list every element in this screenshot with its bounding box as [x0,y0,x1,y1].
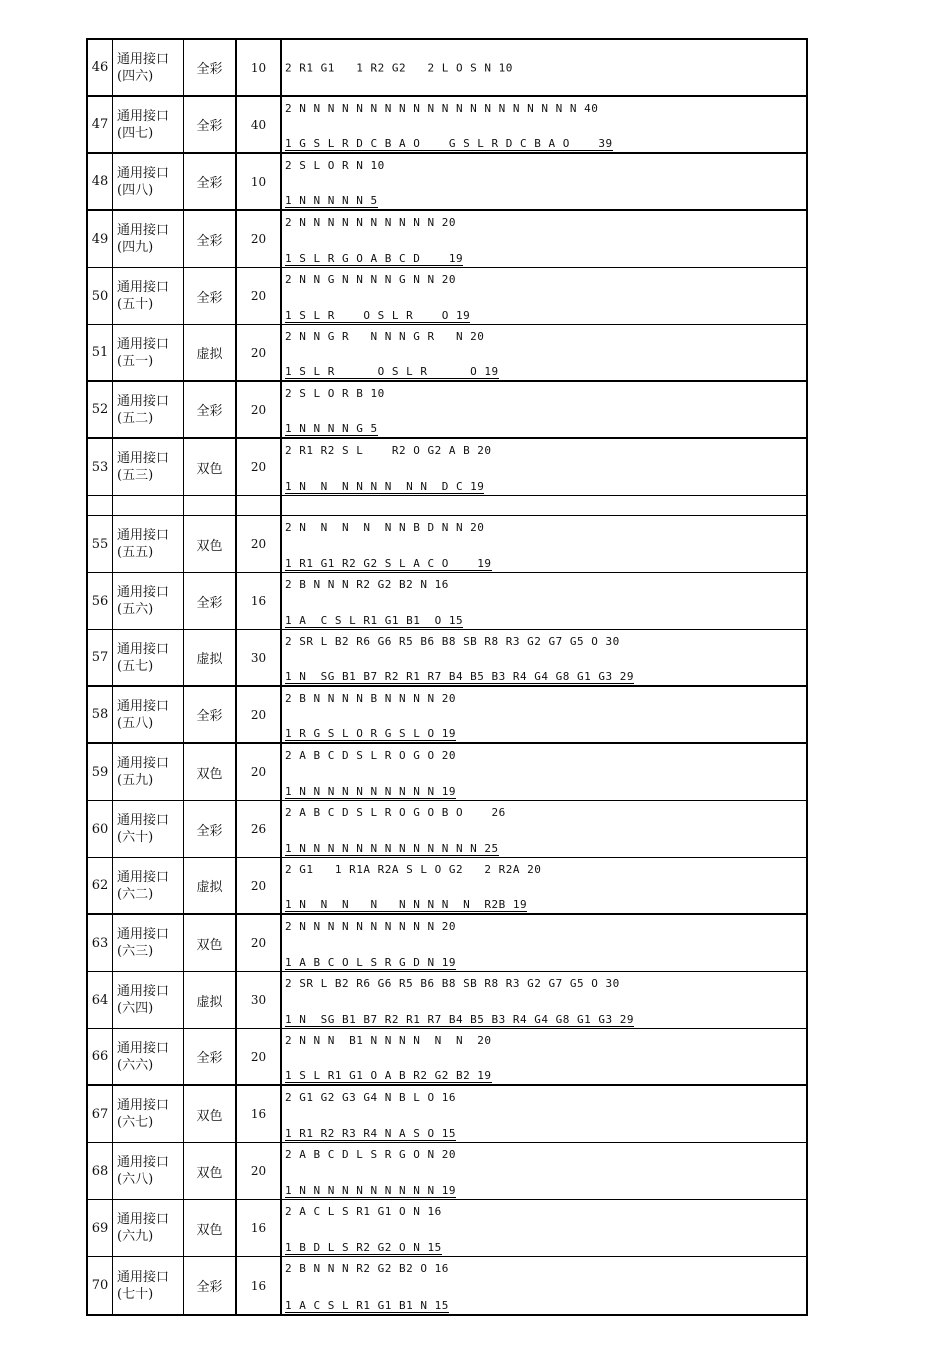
interface-name-index: (五三) [117,468,154,483]
interface-name-index: (五二) [117,410,154,426]
pin-count: 20 [237,1143,282,1199]
pin-count: 20 [237,211,282,267]
pin-count: 10 [237,154,282,209]
table-row [88,1200,806,1257]
pin-count: 16 [237,1257,282,1314]
color-type: 虚拟 [184,630,237,685]
pin-definition [282,573,806,629]
table-row [88,573,806,630]
interface-name-line: 通用接口 [117,585,170,600]
color-type: 双色 [184,915,237,971]
pin-row-even: 2 N N N B1 N N N N N N 20 [285,1034,492,1047]
pin-row-odd: 1 N SG B1 B7 R2 R1 R7 B4 B5 B3 R4 G4 G8 G1 G3 29 [285,1013,635,1026]
pin-row-odd: 1 S L R O S L R O 19 [285,365,499,378]
pin-definition [282,972,806,1028]
pin-count: 20 [237,382,282,437]
interface-name-line: 通用接口 [117,813,170,828]
interface-name-index: (四七) [117,125,154,141]
interface-name-line: 通用接口 [117,927,170,942]
interface-name-line: 通用接口 [117,756,170,771]
interface-number: 52 [88,382,113,437]
color-type: 全彩 [184,40,237,95]
interface-name [113,154,184,209]
color-type: 双色 [184,516,237,572]
interface-name-index: (六八) [117,1172,154,1187]
table-row [88,801,806,858]
pin-count: 20 [237,268,282,324]
pin-count: 20 [237,744,282,800]
interface-name-index: (五一) [117,353,154,369]
color-type: 双色 [184,744,237,800]
pin-row-odd: 1 R G S L O R G S L O 19 [285,727,456,740]
pin-row-even: 2 A B C D L S R G O N 20 [285,1148,456,1161]
interface-name [113,97,184,152]
pin-definition [282,439,806,495]
color-type: 双色 [184,1200,237,1256]
interface-number: 68 [88,1143,113,1199]
interface-name-line: 通用接口 [117,528,170,543]
color-type: 全彩 [184,97,237,152]
table-row [88,325,806,382]
interface-number: 70 [88,1257,113,1314]
pin-definition [282,1257,806,1314]
pin-count [237,496,282,515]
interface-name [113,1257,184,1314]
interface-name-index: (六七) [117,1115,154,1130]
table-row [88,211,806,268]
interface-name [113,972,184,1028]
table-row [88,40,806,97]
interface-name-index: (四八) [117,182,154,198]
pin-row-even: 2 S L O R B 10 [285,387,385,400]
interface-name [113,801,184,857]
interface-name-line: 通用接口 [117,51,170,67]
pin-definition [282,1143,806,1199]
color-type: 虚拟 [184,972,237,1028]
interface-name [113,744,184,800]
color-type: 全彩 [184,268,237,324]
interface-number: 51 [88,325,113,380]
pin-definition [282,154,806,209]
pin-count: 10 [237,40,282,95]
interface-number: 57 [88,630,113,685]
interface-name-index: (七十) [117,1286,154,1302]
color-type: 全彩 [184,687,237,742]
interface-name-line: 通用接口 [117,1098,170,1113]
pin-row-odd: 1 S L R1 G1 O A B R2 G2 B2 19 [285,1069,492,1082]
color-type: 虚拟 [184,325,237,380]
pin-row-even: 2 SR L B2 R6 G6 R5 B6 B8 SB R8 R3 G2 G7 G5 O 30 [285,977,620,990]
pin-definition [282,1029,806,1084]
pin-count: 20 [237,687,282,742]
pin-row-even: 2 B N N N R2 G2 B2 N 16 [285,578,449,591]
pin-row-even: 2 A B C D S L R O G O B O 26 [285,806,506,819]
pin-count: 20 [237,325,282,380]
pin-definition [282,801,806,857]
interface-name-line: 通用接口 [117,165,170,181]
table-row [88,97,806,154]
interface-name-line: 通用接口 [117,280,170,295]
interface-name [113,1086,184,1142]
pin-row-odd: 1 N N N N N 5 [285,194,378,207]
pin-row-odd: 1 S L R O S L R O 19 [285,309,471,322]
pin-row-odd: 1 G S L R D C B A O G S L R D C B A O 39 [285,137,613,150]
color-type: 全彩 [184,382,237,437]
pin-row-even: 2 N N N N N N N N N N N N N N N N N N N N 40 [285,102,599,115]
table-row [88,496,806,516]
pin-definition [282,1086,806,1142]
color-type: 全彩 [184,1257,237,1314]
table-row [88,687,806,744]
table-row [88,439,806,496]
pin-definition [282,268,806,324]
interface-name [113,325,184,380]
pin-count: 16 [237,1086,282,1142]
interface-name-index: (六六) [117,1057,154,1073]
pin-count: 20 [237,439,282,495]
pin-count: 20 [237,858,282,913]
interface-name [113,268,184,324]
pin-count: 40 [237,97,282,152]
pin-row-even: 2 A B C D S L R O G O 20 [285,749,456,762]
interface-name-index: (六十) [117,830,154,845]
interface-name-index: (五七) [117,658,154,674]
interface-name [113,915,184,971]
interface-name-line: 通用接口 [117,1155,170,1170]
pin-row-even: 2 N N N N N N N N N N 20 [285,920,456,933]
pin-row-even: 2 N N N N N N B D N N 20 [285,521,485,534]
pin-row-odd: 1 R1 R2 R3 R4 N A S O 15 [285,1127,456,1140]
interface-name [113,382,184,437]
interface-name-line: 通用接口 [117,869,170,885]
interface-number: 63 [88,915,113,971]
table-row [88,1257,806,1314]
pin-definition [282,687,806,742]
pinout-table [86,38,808,1316]
pin-row-even: 2 G1 1 R1A R2A S L O G2 2 R2A 20 [285,863,542,876]
pin-row-even: 2 S L O R N 10 [285,159,385,172]
pin-row-even: 2 SR L B2 R6 G6 R5 B6 B8 SB R8 R3 G2 G7 G5 O 30 [285,635,620,648]
interface-name-line: 通用接口 [117,108,170,124]
interface-name-line: 通用接口 [117,451,170,466]
interface-number: 47 [88,97,113,152]
pin-count: 26 [237,801,282,857]
interface-name [113,211,184,267]
interface-number: 58 [88,687,113,742]
interface-name-index: (五六) [117,602,154,617]
interface-number: 66 [88,1029,113,1084]
interface-name [113,573,184,629]
pin-definition [282,630,806,685]
interface-name-index: (五五) [117,545,154,560]
interface-name-line: 通用接口 [117,1212,170,1227]
table-row [88,1086,806,1143]
pin-row-odd: 1 N N N N N N N N D C 19 [285,480,485,493]
color-type [184,496,237,515]
interface-name-index: (六二) [117,886,154,902]
pin-row-odd: 1 N N N N N N N N N N N N N 25 [285,842,499,855]
interface-number: 55 [88,516,113,572]
interface-name-line: 通用接口 [117,336,170,352]
table-row [88,1143,806,1200]
interface-name-index: (六九) [117,1229,154,1244]
table-row [88,516,806,573]
pin-count: 20 [237,915,282,971]
color-type: 全彩 [184,801,237,857]
pin-row-even: 2 R1 G1 1 R2 G2 2 L O S N 10 [285,61,513,74]
pin-definition [282,496,806,515]
interface-name [113,1143,184,1199]
pin-row-odd: 1 N N N N N N N N N N 19 [285,1184,456,1197]
interface-name-index: (五八) [117,715,154,731]
pin-definition [282,516,806,572]
pin-row-odd: 1 N SG B1 B7 R2 R1 R7 B4 B5 B3 R4 G4 G8 G1 G3 29 [285,670,635,683]
interface-number: 67 [88,1086,113,1142]
pin-definition [282,915,806,971]
interface-name-line: 通用接口 [117,393,170,409]
pin-definition [282,211,806,267]
interface-number: 60 [88,801,113,857]
table-row [88,858,806,915]
pin-row-odd: 1 N N N N G 5 [285,422,378,435]
pin-count: 30 [237,630,282,685]
pin-row-odd: 1 N N N N N N N N N N 19 [285,785,456,798]
interface-name [113,1029,184,1084]
pin-row-odd: 1 A C S L R1 G1 B1 N 15 [285,1299,449,1312]
color-type: 全彩 [184,154,237,209]
interface-name-line: 通用接口 [117,984,170,999]
pin-row-even: 2 N N G R N N N G R N 20 [285,330,485,343]
pin-definition [282,1200,806,1256]
pin-row-even: 2 G1 G2 G3 G4 N B L O 16 [285,1091,456,1104]
color-type: 全彩 [184,573,237,629]
pin-definition [282,382,806,437]
pin-row-odd: 1 B D L S R2 G2 O N 15 [285,1241,442,1254]
interface-name-index: (五十) [117,297,154,312]
interface-number [88,496,113,515]
pin-count: 20 [237,516,282,572]
pin-definition [282,97,806,152]
interface-name [113,439,184,495]
interface-name [113,496,184,515]
color-type: 全彩 [184,211,237,267]
interface-name [113,630,184,685]
pin-count: 16 [237,1200,282,1256]
interface-number: 56 [88,573,113,629]
pin-definition [282,40,806,95]
interface-name [113,40,184,95]
interface-name-index: (五九) [117,773,154,788]
interface-name [113,1200,184,1256]
interface-name-index: (四六) [117,68,154,84]
pin-row-odd: 1 S L R G O A B C D 19 [285,252,464,265]
color-type: 双色 [184,1143,237,1199]
interface-number: 64 [88,972,113,1028]
interface-name-line: 通用接口 [117,223,170,238]
pin-row-even: 2 N N G N N N N G N N 20 [285,273,456,286]
interface-number: 53 [88,439,113,495]
interface-name [113,687,184,742]
interface-name-line: 通用接口 [117,641,170,657]
pin-row-even: 2 N N N N N N N N N N 20 [285,216,456,229]
interface-name-line: 通用接口 [117,698,170,714]
pin-row-even: 2 B N N N R2 G2 B2 O 16 [285,1262,449,1275]
interface-number: 59 [88,744,113,800]
pin-row-even: 2 R1 R2 S L R2 O G2 A B 20 [285,444,492,457]
color-type: 虚拟 [184,858,237,913]
interface-number: 69 [88,1200,113,1256]
table-row [88,630,806,687]
pin-row-even: 2 A C L S R1 G1 O N 16 [285,1205,442,1218]
interface-name-line: 通用接口 [117,1269,170,1285]
pin-row-odd: 1 R1 G1 R2 G2 S L A C O 19 [285,557,492,570]
table-row [88,154,806,211]
pin-count: 20 [237,1029,282,1084]
interface-name [113,858,184,913]
interface-name-line: 通用接口 [117,1040,170,1056]
pin-definition [282,744,806,800]
table-row [88,382,806,439]
interface-number: 46 [88,40,113,95]
pin-row-odd: 1 A C S L R1 G1 B1 O 15 [285,614,464,627]
pin-row-even: 2 B N N N N B N N N N 20 [285,692,456,705]
interface-name [113,516,184,572]
color-type: 全彩 [184,1029,237,1084]
interface-number: 50 [88,268,113,324]
interface-number: 49 [88,211,113,267]
color-type: 双色 [184,1086,237,1142]
pin-definition [282,325,806,380]
interface-name-index: (六三) [117,944,154,959]
pin-row-odd: 1 A B C O L S R G D N 19 [285,956,456,969]
table-row [88,268,806,325]
color-type: 双色 [184,439,237,495]
interface-name-index: (四九) [117,240,154,255]
interface-name-index: (六四) [117,1001,154,1016]
table-row [88,1029,806,1086]
interface-number: 48 [88,154,113,209]
table-row [88,915,806,972]
pin-row-odd: 1 N N N N N N N N N R2B 19 [285,898,528,911]
table-row [88,744,806,801]
table-row [88,972,806,1029]
interface-number: 62 [88,858,113,913]
pin-count: 30 [237,972,282,1028]
pin-definition [282,858,806,913]
pin-count: 16 [237,573,282,629]
